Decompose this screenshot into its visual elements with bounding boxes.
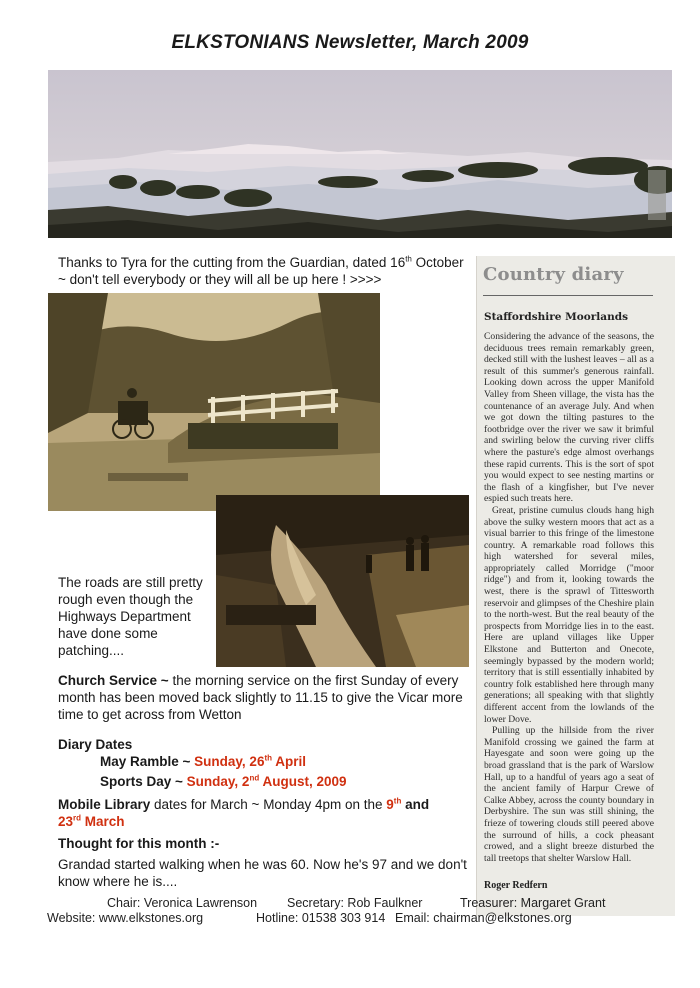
footer-treasurer: Treasurer: Margaret Grant — [460, 896, 606, 910]
footer-website[interactable]: Website: www.elkstones.org — [47, 911, 204, 925]
footbridge-photo — [48, 293, 380, 511]
footer-secretary: Secretary: Rob Faulkner — [287, 896, 423, 910]
mobile-library-notice: Mobile Library dates for March ~ Monday 4pm on the 9th and 23rd March — [58, 796, 430, 829]
intro-paragraph: Thanks to Tyra for the cutting from the Guardian, dated 16th October ~ don't tell everybody or they will all be up here ! >>>> — [58, 254, 464, 287]
footer-chair: Chair: Veronica Lawrenson — [107, 896, 258, 910]
church-service-label: Church Service ~ — [58, 673, 169, 688]
clipping-paragraph: Considering the advance of the seasons, the deciduous trees remain remarkably green, decked still with the lushest leaves – all as a result of this summer's generous rainfall. Looking down across the upper Manifold Valley from Sheen village, the vista has the countenance of an average July. And when we got down the tilting pastures to the footbridge over the river we saw it brimful and swirling below the curving river cliffs where the pasture's edge almost overhangs these rapid currents. This is the sort of spot you would expect to see nesting martins or the flash of a kingfisher, but I've never espied such treats here. — [484, 331, 654, 505]
diary-heading: Diary Dates — [58, 737, 133, 752]
thought-text: Grandad started walking when he was 60. Now he's 97 and we don't know where he is.... — [58, 857, 467, 889]
may-ramble-entry: May Ramble ~ Sunday, 26th April — [100, 753, 307, 769]
clipping-divider — [483, 295, 653, 296]
footer-hotline: Hotline: 01538 303 914 — [256, 911, 386, 925]
thought-heading: Thought for this month :- — [58, 836, 220, 851]
clipping-paragraph: Pulling up the hillside from the river Manifold crossing we gained the farm at Hayesgate and soon were going up the broad grassland that is the park of Warslow Hall, up to a handful of years ago a seat of the ancient family of Harpur Crewe of Calke Abbey, across the county boundary in Derbyshire. The sun was still shining, the frieze of towering clouds still peered above the surround of hills, a cock pheasant crowed, and a slight breeze disturbed the tall treetops that shelter Warslow Hall. — [484, 725, 654, 864]
newsletter-title: ELKSTONIANS Newsletter, March 2009 — [171, 32, 529, 53]
sports-day-entry: Sports Day ~ Sunday, 2nd August, 2009 — [100, 773, 347, 789]
road-photo — [216, 495, 469, 667]
roads-caption: The roads are still pretty rough even though the Highways Department have done some patching.... — [58, 575, 203, 658]
clipping-subheading: Staffordshire Moorlands — [484, 311, 628, 323]
footer-email[interactable]: Email: chairman@elkstones.org — [395, 911, 572, 925]
clipping-headline: Country diary — [483, 264, 624, 285]
church-service-notice: Church Service ~ the morning service on the first Sunday of every month has been moved back slightly to 11.15 to give the Vicar more time to get across from Wetton — [58, 673, 463, 722]
clipping-author: Roger Redfern — [484, 880, 548, 891]
clipping-body — [484, 331, 654, 864]
snowy-landscape-photo — [48, 70, 672, 238]
clipping-paragraph: Great, pristine cumulus clouds hang high above the sulky western moors that act as a visual barrier to this fringe of the limestone country. A remarkable road follows this high watershed for several miles, appropriately called Morridge ("moor ridge") and from it, looking towards the west, there is the sprawl of Tittesworth reservoir and glimpses of the Cheshire plain to the north-west. But the real beauty of the prospects from Morridge lies in to the east. Here are upland villages like Upper Elkstone and Butterton and Onecote, seemingly bypassed by the modern world; territory that is still essentially inhabited by country folk established here through many generations; all speaking with that slightly different accent from the lowlands of the lower Dove. — [484, 504, 654, 725]
